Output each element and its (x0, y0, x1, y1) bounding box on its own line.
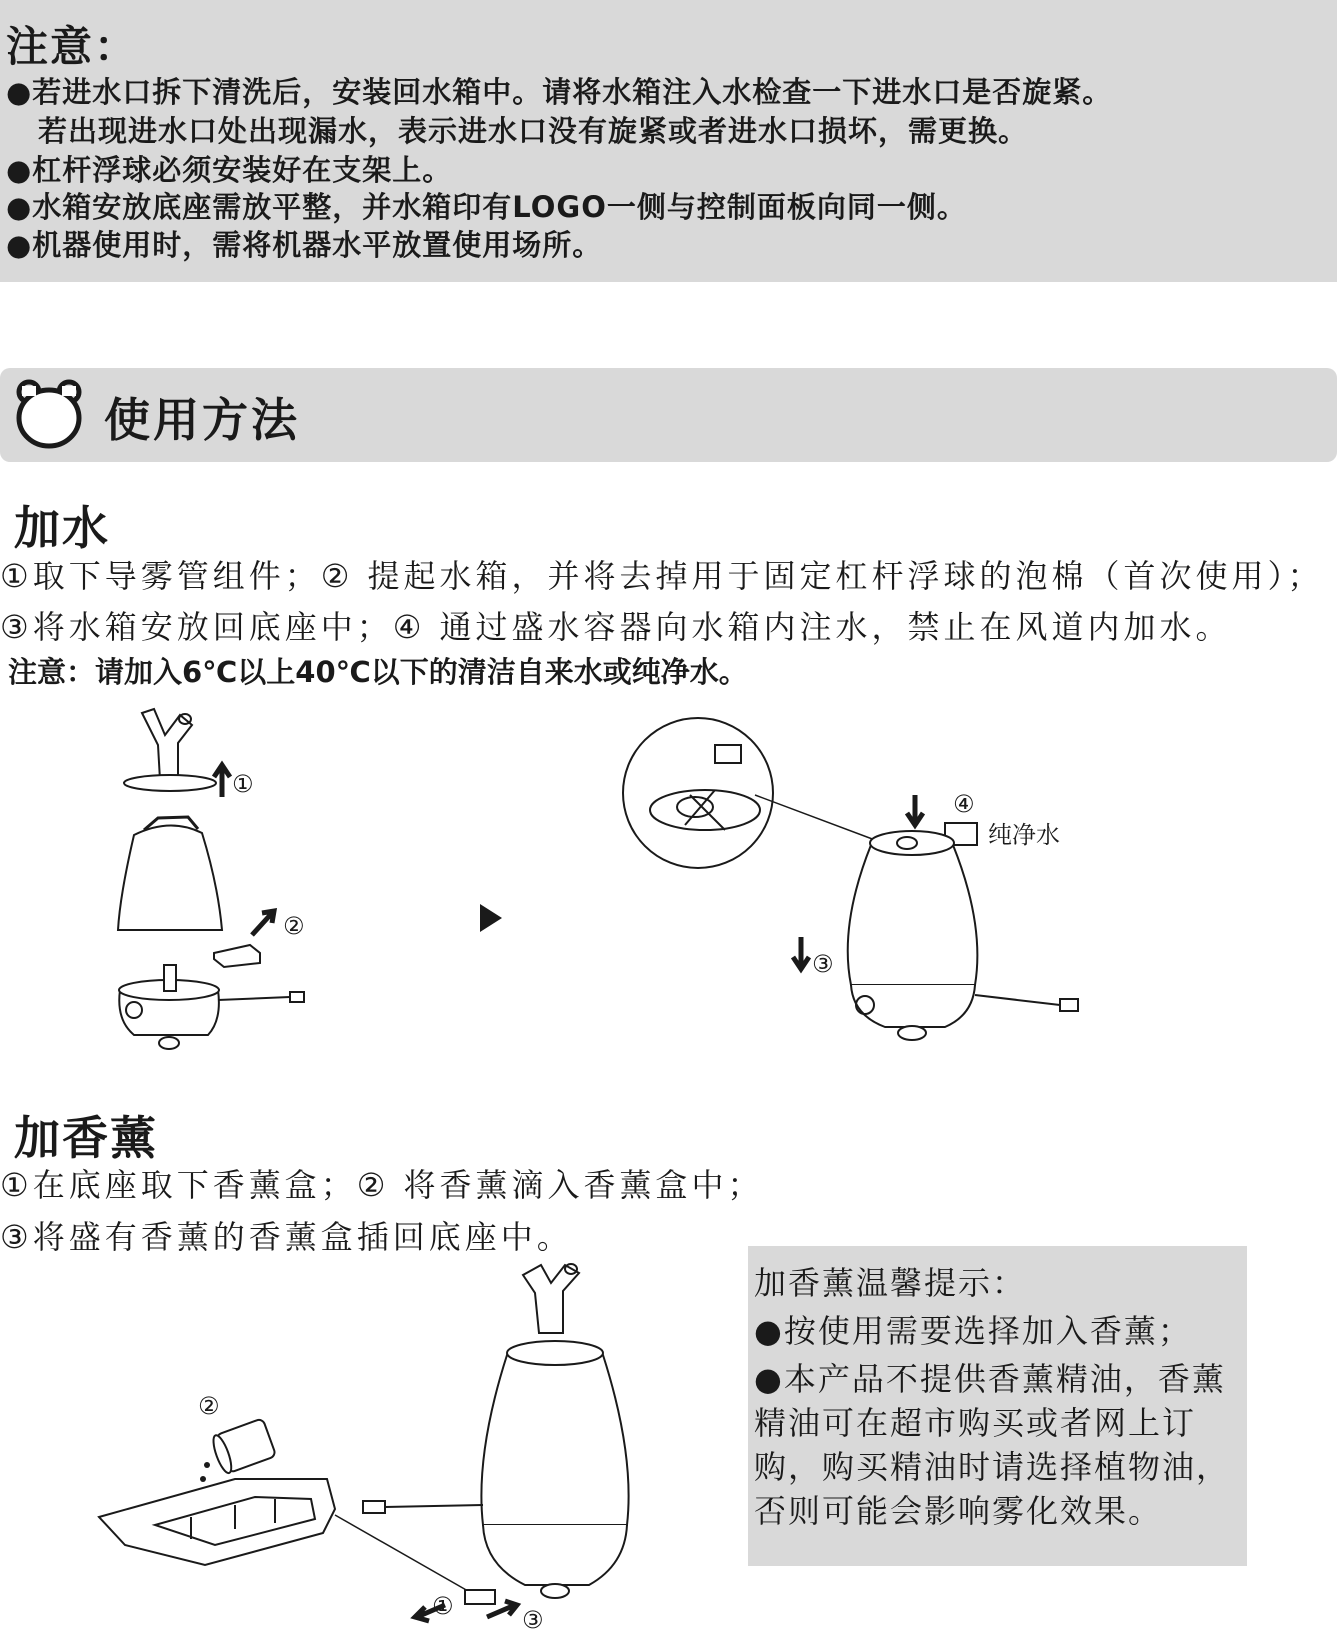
figure-label-step1: ① (432, 1592, 454, 1620)
next-arrow-icon (478, 902, 504, 934)
figure-label-step3: ③ (812, 950, 834, 978)
figure-aroma (95, 1255, 655, 1635)
aroma-tip-line: 加香薰温馨提示： (754, 1264, 1027, 1302)
add-water-note: 注意：请加入6℃以上40℃以下的清洁自来水或纯净水。 (8, 655, 748, 689)
section-title: 使用方法 (104, 393, 300, 447)
notice-box (0, 0, 1337, 282)
figure-filling (615, 715, 1115, 1075)
section-header (0, 368, 1337, 462)
add-water-step: ③将水箱安放回底座中；④ 通过盛水容器向水箱内注水，禁止在风道内加水。 (0, 608, 1232, 646)
notice-line: ●若进水口拆下清洗后，安装回水箱中。请将水箱注入水检查一下进水口是否旋紧。 (6, 75, 1113, 109)
aroma-tips-box (748, 1246, 1247, 1566)
figure-label-step1: ① (232, 770, 254, 798)
figure-disassembly (100, 705, 330, 1065)
add-water-step: ①取下导雾管组件；② 提起水箱，并将去掉用于固定杠杆浮球的泡棉（首次使用）； (0, 557, 1324, 595)
notice-line: ●水箱安放底座需放平整，并水箱印有LOGO一侧与控制面板向同一侧。 (6, 190, 967, 224)
add-water-title: 加水 (14, 501, 110, 555)
figure-label-step2: ② (283, 912, 305, 940)
notice-title: 注意： (6, 22, 139, 71)
add-aroma-step: ①在底座取下香薰盒；② 将香薰滴入香薰盒中； (0, 1166, 764, 1204)
bear-head-icon (14, 378, 84, 450)
aroma-tip-line: ●按使用需要选择加入香薰； (754, 1312, 1192, 1350)
aroma-tip-line: 购，购买精油时请选择植物油， (754, 1448, 1231, 1486)
aroma-tip-line: 精油可在超市购买或者网上订 (754, 1404, 1197, 1442)
aroma-tip-line: 否则可能会影响雾化效果。 (754, 1492, 1163, 1530)
figure-label-pure-water: 纯净水 (988, 821, 1060, 849)
figure-label-step2: ② (198, 1392, 220, 1420)
notice-line: ●机器使用时，需将机器水平放置使用场所。 (6, 228, 603, 262)
notice-line: 若出现进水口处出现漏水，表示进水口没有旋紧或者进水口损坏，需更换。 (38, 114, 1029, 148)
figure-label-step4: ④ (953, 790, 975, 818)
figure-label-step3: ③ (522, 1606, 544, 1634)
notice-line: ●杠杆浮球必须安装好在支架上。 (6, 153, 453, 187)
add-aroma-title: 加香薰 (14, 1111, 158, 1165)
add-aroma-step: ③将盛有香薰的香薰盒插回底座中。 (0, 1218, 573, 1256)
aroma-tip-line: ●本产品不提供香薰精油，香薰 (754, 1360, 1226, 1398)
